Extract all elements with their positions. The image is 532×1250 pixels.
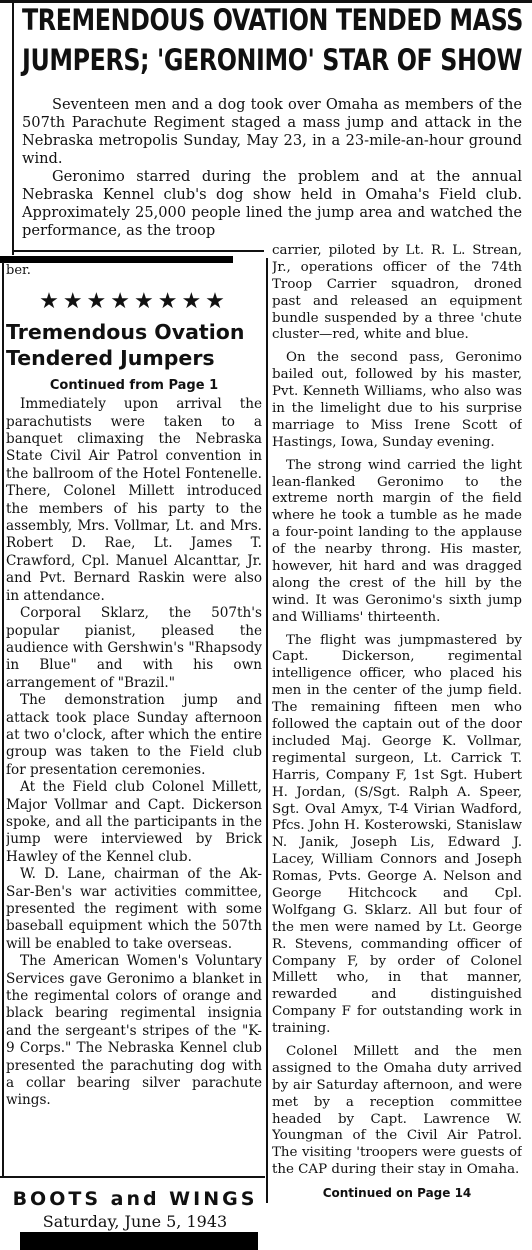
- main-headline: [22, 0, 523, 80]
- left-paragraph: Corporal Sklarz, the 507th's popular pianist, pleased the audience with Gershwin's "Rhapsody in Blue" and with his own arrangement of "Brazil.": [6, 605, 262, 691]
- jump-headline: Tremendous Ovation Tendered Jumpers: [6, 319, 245, 370]
- left-paragraph: At the Field club Colonel Millett, Major Vollmar and Capt. Dickerson spoke, and all the participants in the jump were interviewed by Brick Hawley of the Kennel club.: [6, 779, 262, 865]
- left-paragraph: The American Women's Voluntary Services gave Geronimo a blanket in the regimental colors of orange and black bearing regimental insignia and the sergeant's stripes of the "K-9 Corps." The Nebraska Kennel club presented the parachuting dog with a collar bearing silver parachute wings.: [6, 953, 262, 1109]
- left-column: [6, 262, 262, 1110]
- continued-from: Continued from Page 1: [49, 377, 219, 393]
- left-paragraph: W. D. Lane, chairman of the Ak-Sar-Ben's war activities committee, presented the regiment with some baseball equipment which the 507th will be enabled to take overseas.: [6, 866, 262, 952]
- continued-on: Continued on Page 14: [322, 1186, 472, 1201]
- section-rule: [14, 250, 264, 252]
- lead-paragraph-2: Geronimo starred during the problem and at the annual Nebraska Kennel club's dog show held in Omaha's Field club. Approximately 25,000 people lined the jump area and watched the performance, as the troop: [22, 168, 522, 239]
- left-paragraph: Immediately upon arrival the parachutists were taken to a banquet climaxing the Nebraska State Civil Air Patrol convention in the ballroom of the Hotel Fontenelle. There, Colonel Millett introduced the members of his party to the assembly, Mrs. Vollmar, Lt. and Mrs. Robert D. Rae, Lt. James T. Crawford, Cpl. Manuel Alcanttar, Jr. and Pvt. Bernard Raskin were also in attendance.: [6, 396, 262, 604]
- left-paragraph: The demonstration jump and attack took place Sunday afternoon at two o'clock, after which the entire group was taken to the Field club for presentation ceremonies.: [6, 692, 262, 778]
- left-border: [12, 0, 14, 255]
- column-fragment: ber.: [6, 263, 31, 278]
- headline-line-2: JUMPERS; 'GERONIMO' STAR OF SHOW: [22, 43, 523, 77]
- stars-divider: ★★★★★★★★: [39, 289, 229, 315]
- right-paragraph: The flight was jumpmastered by Capt. Dickerson, regimental intelligence officer, who placed his men in the center of the jump field. The remaining fifteen men who followed the captain out of the door included Maj. George K. Vollmar, regimental surgeon, Lt. Carrick T. Harris, Company F, 1st Sgt. Hubert H. Jordan, (S/Sgt. Ralph A. Speer, Sgt. Oval Amyx, T-4 Virian Wadford, Pfcs. John H. Kosterowski, Stanislaw N. Janik, Joseph Lis, Edward J. Lacey, William Connors and Joseph Romas, Pvts. George A. Nelson and George Hitchcock and Cpl. Wolfgang G. Sklarz. All but four of the men were named by Lt. George R. Stevens, commanding officer of Company F, by order of Colonel Millett who, in that manner, rewarded and distinguished Company F for outstanding work in training.: [272, 632, 522, 1037]
- column-rule: [266, 258, 268, 1203]
- right-column: [272, 243, 522, 1202]
- right-paragraph: The strong wind carried the light lean-flanked Geronimo to the extreme north margin of the field where he took a tumble as he made a four-point landing to the applause of the nearby throng. His master, however, hit hard and was dragged along the crest of the hill by the wind. It was Geronimo's sixth jump and Williams' thirteenth.: [272, 457, 522, 625]
- page-edge-rule: [2, 262, 4, 1177]
- right-paragraph: On the second pass, Geronimo bailed out, followed by his master, Pvt. Kenneth Williams, who also was in the limelight due to his surprise marriage to Miss Irene Scott of Hastings, Iowa, Sunday evening.: [272, 350, 522, 450]
- footer-rule: [0, 1176, 265, 1178]
- right-paragraph: Colonel Millett and the men assigned to the Omaha duty arrived by air Saturday afternoon, and were met by a reception committee headed by Capt. Lawrence W. Youngman of the Civil Air Patrol. The visiting 'troopers were guests of the CAP during their stay in Omaha.: [272, 1043, 522, 1178]
- right-paragraph: carrier, piloted by Lt. R. L. Strean, Jr., operations officer of the 74th Troop Carrier squadron, droned past and released an equipment bundle suspended by a three 'chute cluster—red, white and blue.: [272, 243, 522, 343]
- headline-line-1: TREMENDOUS OVATION TENDED MASS: [22, 3, 523, 37]
- issue-date: Saturday, June 5, 1943: [42, 1212, 228, 1231]
- newspaper-footer: [0, 1188, 270, 1231]
- newspaper-name: BOOTS and WINGS: [12, 1188, 258, 1210]
- lead-paragraph-1: Seventeen men and a dog took over Omaha as members of the 507th Parachute Regiment staged a mass jump and attack in the Nebraska metropolis Sunday, May 23, in a 23-mile-an-hour ground wind.: [22, 96, 522, 167]
- redaction-bar-bottom: [20, 1232, 258, 1250]
- lead-story: [22, 96, 522, 240]
